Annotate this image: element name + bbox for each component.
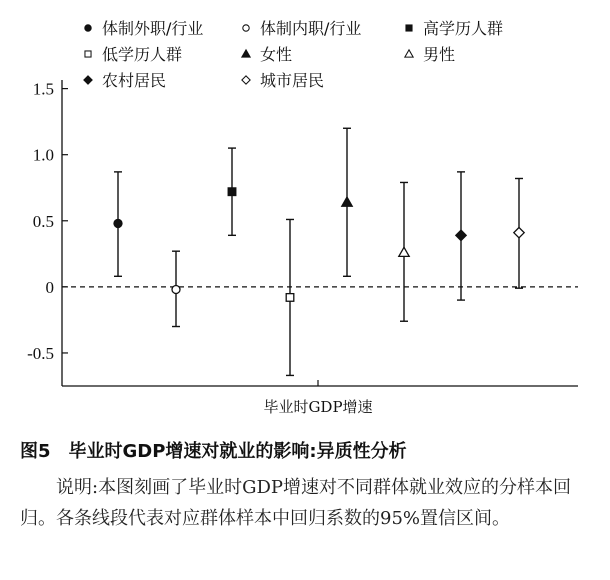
x-axis-label: 毕业时GDP增速 — [263, 398, 373, 416]
legend-marker — [85, 51, 91, 57]
legend-symbol — [85, 25, 91, 31]
legend-entry — [242, 71, 324, 90]
legend-symbol — [85, 51, 91, 57]
y-tick-label: 0.5 — [32, 211, 54, 231]
chart-marks — [114, 128, 524, 375]
legend-entry — [406, 19, 503, 38]
legend-label: 农村居民 — [102, 71, 167, 90]
figure-caption: 图5 毕业时GDP增速对就业的影响:异质性分析 — [20, 441, 407, 462]
y-tick-label: 1.5 — [32, 79, 54, 99]
legend-symbol — [406, 25, 412, 31]
legend-marker — [405, 50, 413, 57]
series-7 — [456, 172, 466, 300]
legend-symbol — [84, 76, 92, 84]
legend-symbol — [242, 76, 250, 84]
chart-legend — [84, 19, 503, 90]
point-estimate — [342, 197, 352, 206]
legend-label: 体制内职/行业 — [260, 19, 362, 38]
legend-entry — [85, 19, 204, 38]
legend-marker — [242, 76, 250, 84]
legend-label: 体制外职/行业 — [102, 19, 204, 38]
legend-symbol — [242, 50, 250, 57]
point-estimate — [286, 294, 294, 302]
legend-entry — [243, 19, 362, 38]
point-estimate — [228, 188, 236, 196]
legend-entry — [242, 45, 292, 64]
point-estimate — [114, 219, 122, 227]
chart-axes — [27, 80, 578, 386]
series-2 — [172, 251, 180, 326]
legend-marker — [85, 25, 91, 31]
legend-symbol — [243, 25, 249, 31]
legend-label: 男性 — [423, 45, 456, 64]
y-tick-label: 0 — [45, 277, 54, 297]
point-estimate — [399, 247, 409, 256]
point-estimate — [514, 227, 524, 237]
series-6 — [399, 182, 409, 321]
legend-entry — [85, 45, 182, 64]
legend-entry — [84, 71, 166, 90]
series-1 — [114, 172, 122, 276]
legend-label: 城市居民 — [260, 71, 325, 90]
point-estimate — [172, 286, 180, 294]
legend-marker — [406, 25, 412, 31]
series-3 — [228, 148, 236, 235]
legend-symbol — [405, 50, 413, 57]
legend-entry — [405, 45, 455, 64]
series-8 — [514, 178, 524, 288]
y-tick-label: -0.5 — [27, 343, 54, 363]
legend-marker — [242, 50, 250, 57]
legend-label: 女性 — [260, 45, 293, 64]
series-5 — [342, 128, 352, 276]
legend-marker — [243, 25, 249, 31]
series-4 — [286, 219, 294, 375]
legend-label: 低学历人群 — [102, 45, 183, 64]
legend-marker — [84, 76, 92, 84]
legend-label: 高学历人群 — [423, 19, 504, 38]
y-tick-label: 1.0 — [32, 145, 54, 165]
point-estimate — [456, 230, 466, 240]
figure-note: 说明:本图刻画了毕业时GDP增速对不同群体就业效应的分样本回归。各条线段代表对应群体样本中回归系数的95%置信区间。 — [20, 477, 571, 529]
